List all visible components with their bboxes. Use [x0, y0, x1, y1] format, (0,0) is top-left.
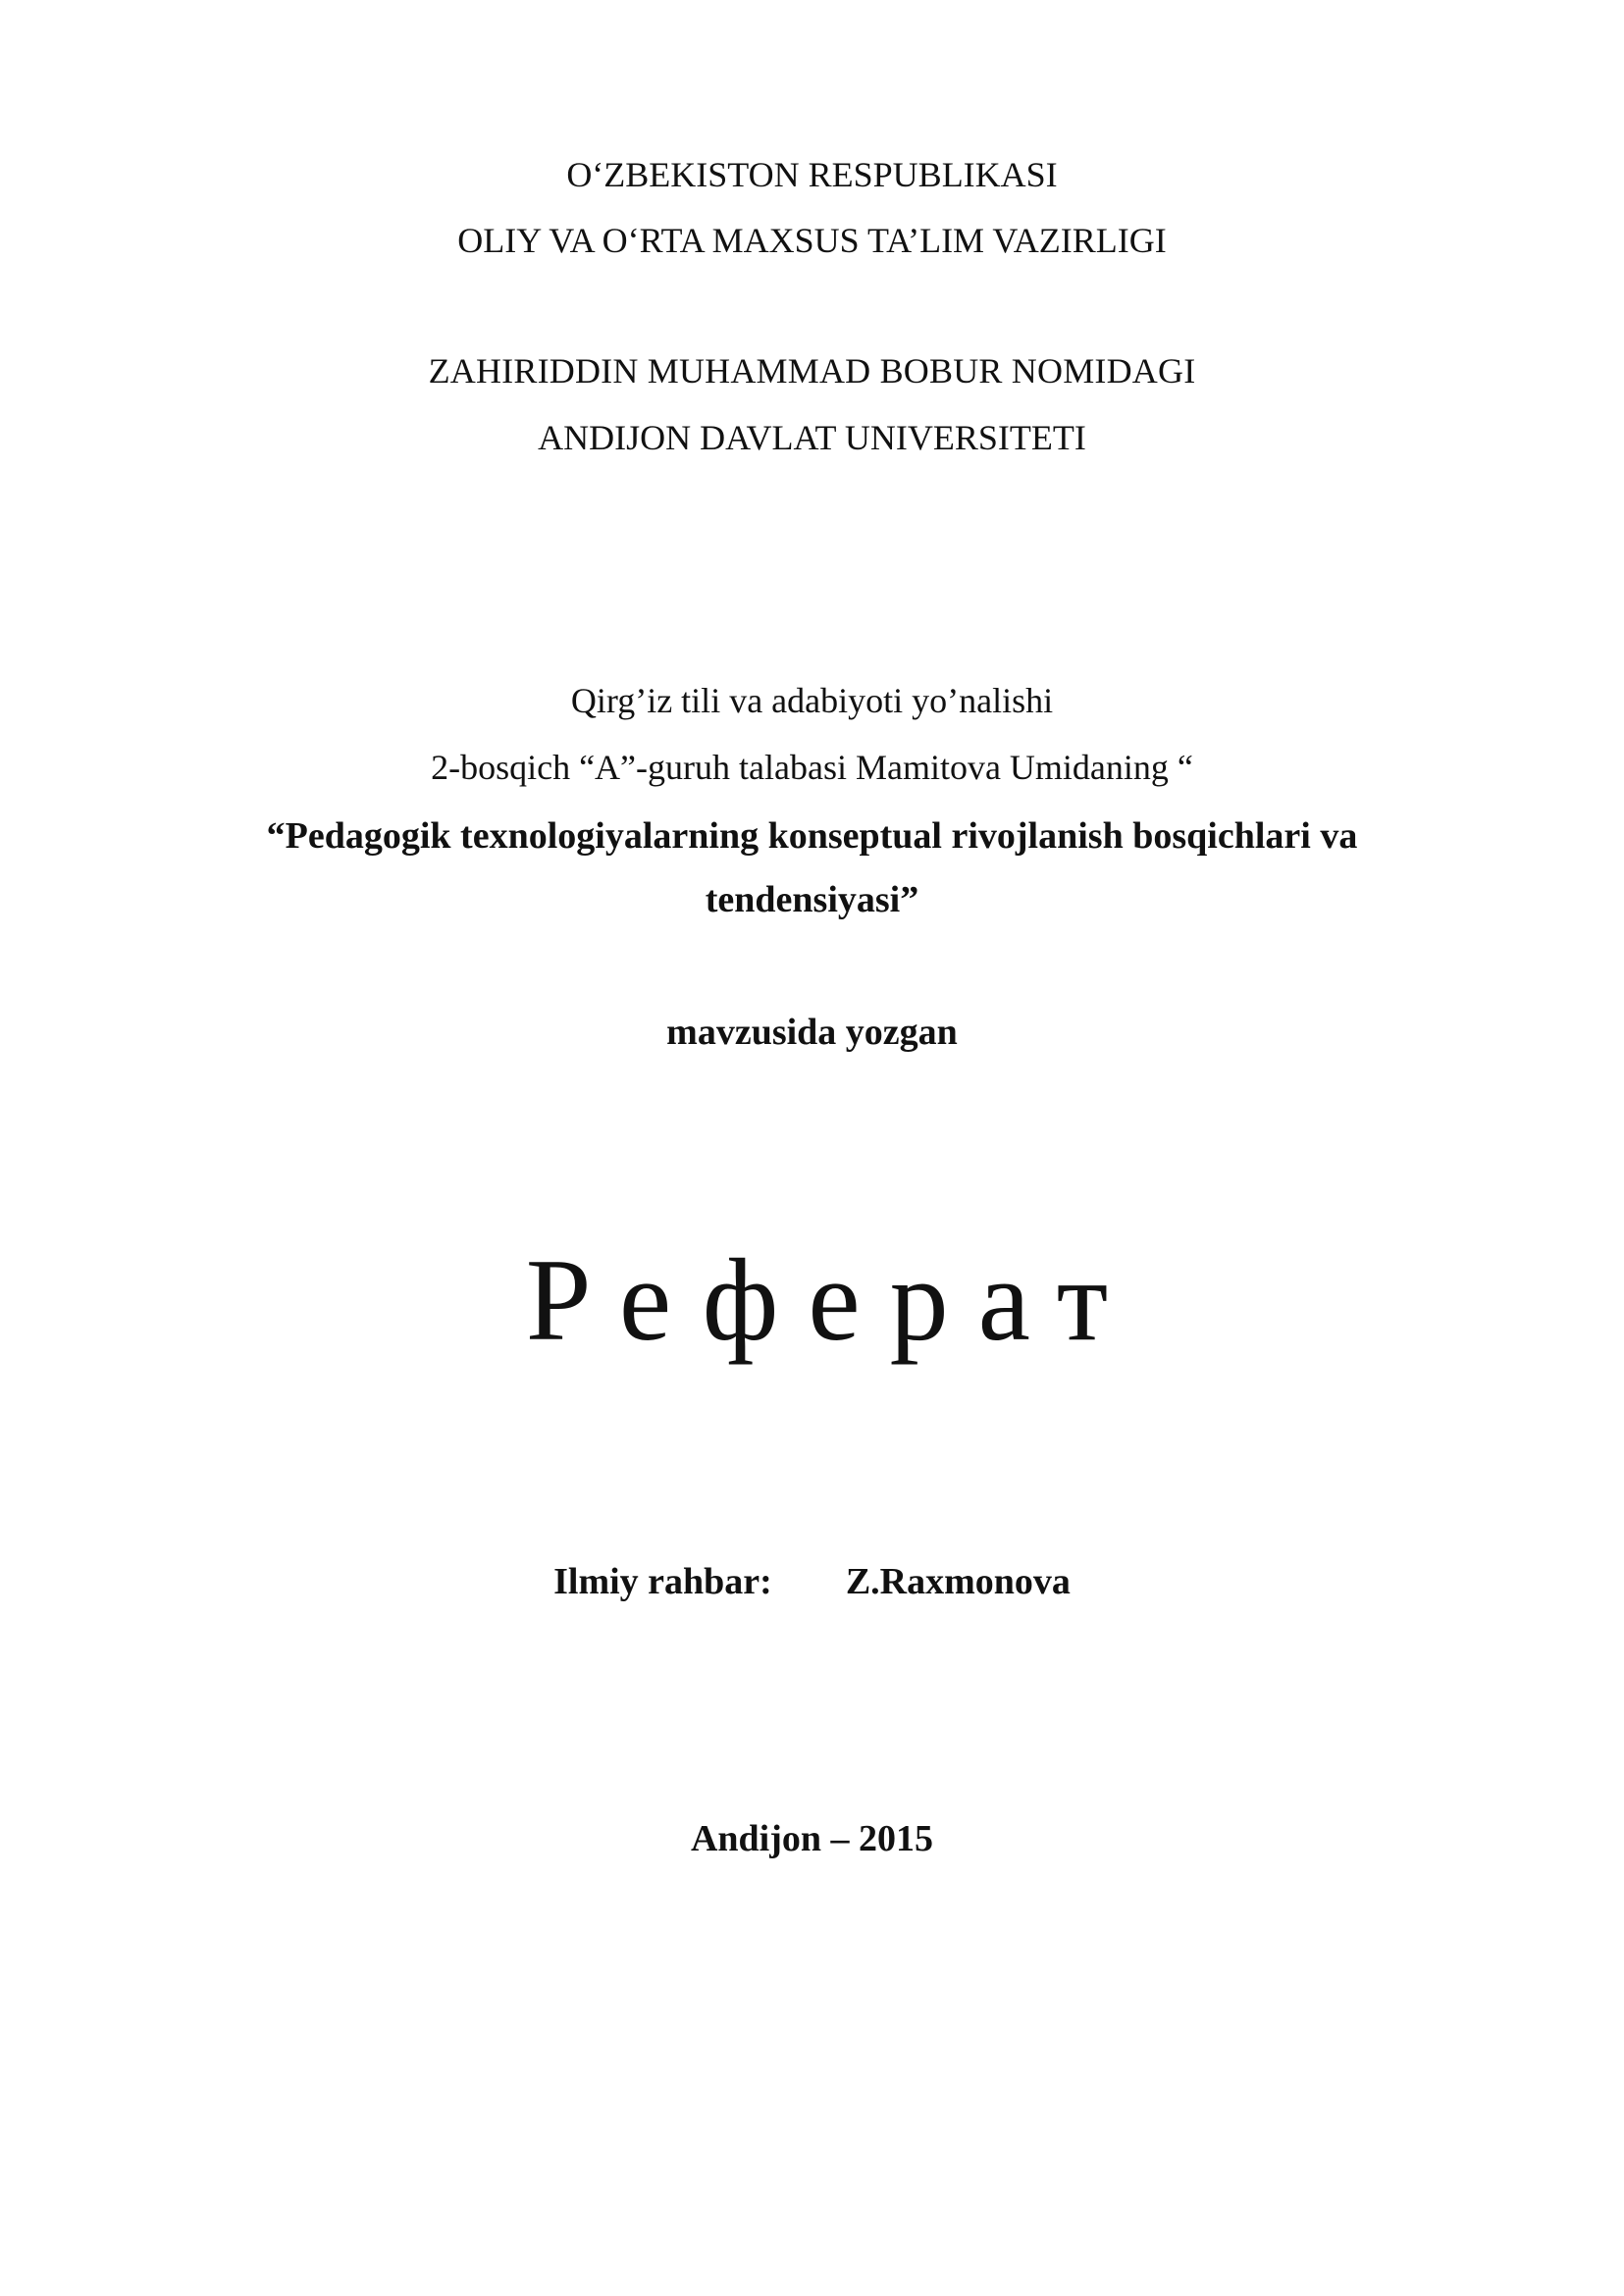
supervisor-name: Z.Raxmonova	[845, 1561, 1071, 1602]
topic-title-line-1: “Pedagogik texnologiyalarning konseptual rivojlanish bosqichlari va	[266, 815, 1358, 857]
study-direction: Qirg’iz tili va adabiyoti yo’nalishi	[570, 681, 1054, 720]
topic-suffix: mavzusida yozgan	[666, 1012, 958, 1053]
student-info: 2-bosqich “A”-guruh talabasi Mamitova Umidaning “	[431, 748, 1193, 787]
university-name-line-1: ZAHIRIDDIN MUHAMMAD BOBUR NOMIDAGI	[428, 351, 1196, 391]
topic-title-line-2: tendensiyasi”	[705, 879, 919, 920]
university-name-line-2: ANDIJON DAVLAT UNIVERSITETI	[538, 418, 1086, 457]
supervisor-label: Ilmiy rahbar:	[553, 1561, 772, 1602]
document-title: Реферат	[525, 1234, 1138, 1365]
supervisor-row	[0, 1560, 1624, 1603]
ministry-name-line-1: O‘ZBEKISTON RESPUBLIKASI	[566, 155, 1058, 194]
ministry-name-line-2: OLIY VA O‘RTA MAXSUS TA’LIM VAZIRLIGI	[457, 221, 1167, 260]
city-year: Andijon – 2015	[690, 1818, 934, 1859]
